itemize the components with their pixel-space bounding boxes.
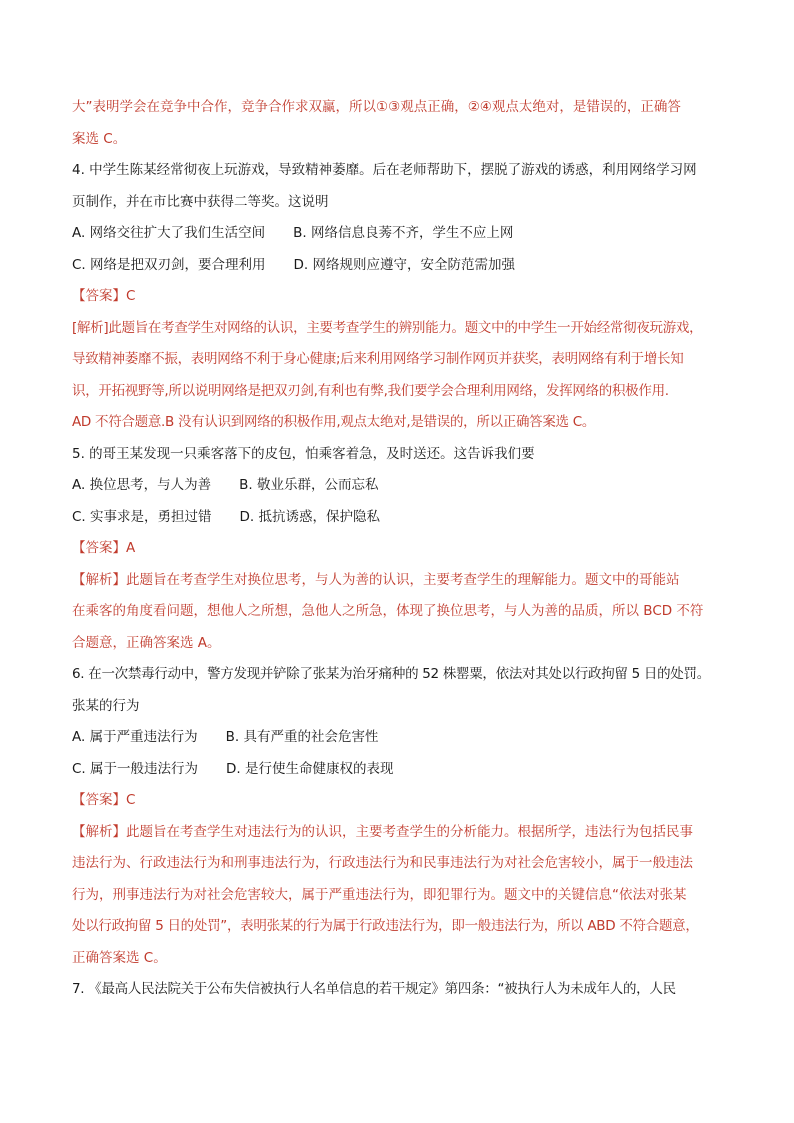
q4-answer: 【答案】C bbox=[72, 288, 136, 304]
q4-options-row bbox=[72, 250, 732, 282]
q5-analysis-line: 合题意，正确答案选 A。 bbox=[72, 634, 221, 651]
q3-analysis-line: 大”表明学会在竞争中合作，竞争合作求双赢，所以①③观点正确，②④观点太绝对，是错误的，正确答 bbox=[72, 99, 681, 115]
q6-analysis-line: 处以行政拘留 5 日的处罚”，表明张某的行为属于行政违法行为，即一般违法行为，所以 ABD 不符合题意， bbox=[72, 918, 699, 934]
q6-answer: 【答案】C bbox=[72, 792, 136, 808]
q5-analysis-line: 【解析】此题旨在考查学生对换位思考，与人为善的认识，主要考查学生的理解能力。题文中的哥能站 bbox=[72, 571, 680, 588]
q6-analysis-line: 【解析】此题旨在考查学生对违法行为的认识，主要考查学生的分析能力。根据所学，违法行为包括民事 bbox=[72, 823, 693, 840]
q4-option-b: B. 网络信息良莠不齐，学生不应上网 bbox=[293, 225, 514, 241]
q6-stem: 6. 在一次禁毒行动中，警方发现并铲除了张某为治牙痛种的 52 株罂粟，依法对其处以行政拘留 5 日的处罚。 bbox=[72, 666, 710, 682]
q3-analysis-line: 案选 C。 bbox=[72, 130, 127, 147]
q5-stem: 5. 的哥王某发现一只乘客落下的皮包，怕乘客着急，及时送还。这告诉我们要 bbox=[72, 445, 535, 462]
q7-stem: 7. 《最高人民法院关于公布失信被执行人名单信息的若干规定》第四条：“被执行人为未成年人的，人民 bbox=[72, 981, 676, 997]
q6-options-row bbox=[72, 722, 732, 754]
q6-analysis-line: 行为，刑事违法行为对社会危害较大，属于严重违法行为，即犯罪行为。题文中的关键信息“依法对张某 bbox=[72, 886, 687, 903]
q5-options-row bbox=[72, 470, 732, 502]
q6-analysis-line: 违法行为、行政违法行为和刑事违法行为，行政违法行为和民事违法行为对社会危害较小，属于一般违法 bbox=[72, 855, 693, 871]
q4-analysis-line: [解析]此题旨在考查学生对网络的认识，主要考查学生的辨别能力。题文中的中学生一开始经常彻夜玩游戏， bbox=[72, 319, 703, 336]
q5-option-b: B. 敬业乐群，公而忘私 bbox=[239, 477, 379, 493]
q4-analysis-line: 识，开拓视野等,所以说明网络是把双刃剑,有利也有弊,我们要学会合理利用网络，发挥网络的积极作用. bbox=[72, 382, 669, 399]
q5-options-row bbox=[72, 502, 732, 534]
document-page bbox=[72, 92, 732, 1006]
q4-analysis-line: AD 不符合题意.B 没有认识到网络的积极作用,观点太绝对,是错误的，所以正确答案选 C。 bbox=[72, 414, 596, 430]
q4-stem: 4. 中学生陈某经常彻夜上玩游戏，导致精神萎靡。后在老师帮助下，摆脱了游戏的诱惑，利用网络学习网 bbox=[72, 162, 697, 178]
q5-analysis-line: 在乘客的角度看问题，想他人之所想，急他人之所急，体现了换位思考，与人为善的品质，所以 BCD 不符 bbox=[72, 603, 704, 619]
q6-option-d: D. 是行使生命健康权的表现 bbox=[226, 760, 394, 777]
q4-analysis-line: 导致精神萎靡不振，表明网络不利于身心健康;后来利用网络学习制作网页并获奖，表明网络有利于增长知 bbox=[72, 351, 684, 367]
q5-option-a: A. 换位思考，与人为善 bbox=[72, 477, 212, 493]
q4-stem: 页制作，并在市比赛中获得二等奖。这说明 bbox=[72, 193, 329, 210]
q5-answer: 【答案】A bbox=[72, 540, 136, 556]
q6-options-row bbox=[72, 754, 732, 786]
q6-stem: 张某的行为 bbox=[72, 697, 140, 714]
q4-options-row bbox=[72, 218, 732, 250]
q6-option-a: A. 属于严重违法行为 bbox=[72, 729, 198, 745]
q4-option-c: C. 网络是把双刃剑，要合理利用 bbox=[72, 256, 266, 273]
q4-option-d: D. 网络规则应遵守，安全防范需加强 bbox=[293, 256, 515, 273]
q5-option-d: D. 抵抗诱惑，保护隐私 bbox=[239, 508, 380, 525]
q6-option-b: B. 具有严重的社会危害性 bbox=[225, 729, 379, 745]
q4-option-a: A. 网络交往扩大了我们生活空间 bbox=[72, 225, 266, 241]
q6-option-c: C. 属于一般违法行为 bbox=[72, 760, 199, 777]
q5-option-c: C. 实事求是，勇担过错 bbox=[72, 508, 212, 525]
q6-analysis-line: 正确答案选 C。 bbox=[72, 949, 167, 966]
